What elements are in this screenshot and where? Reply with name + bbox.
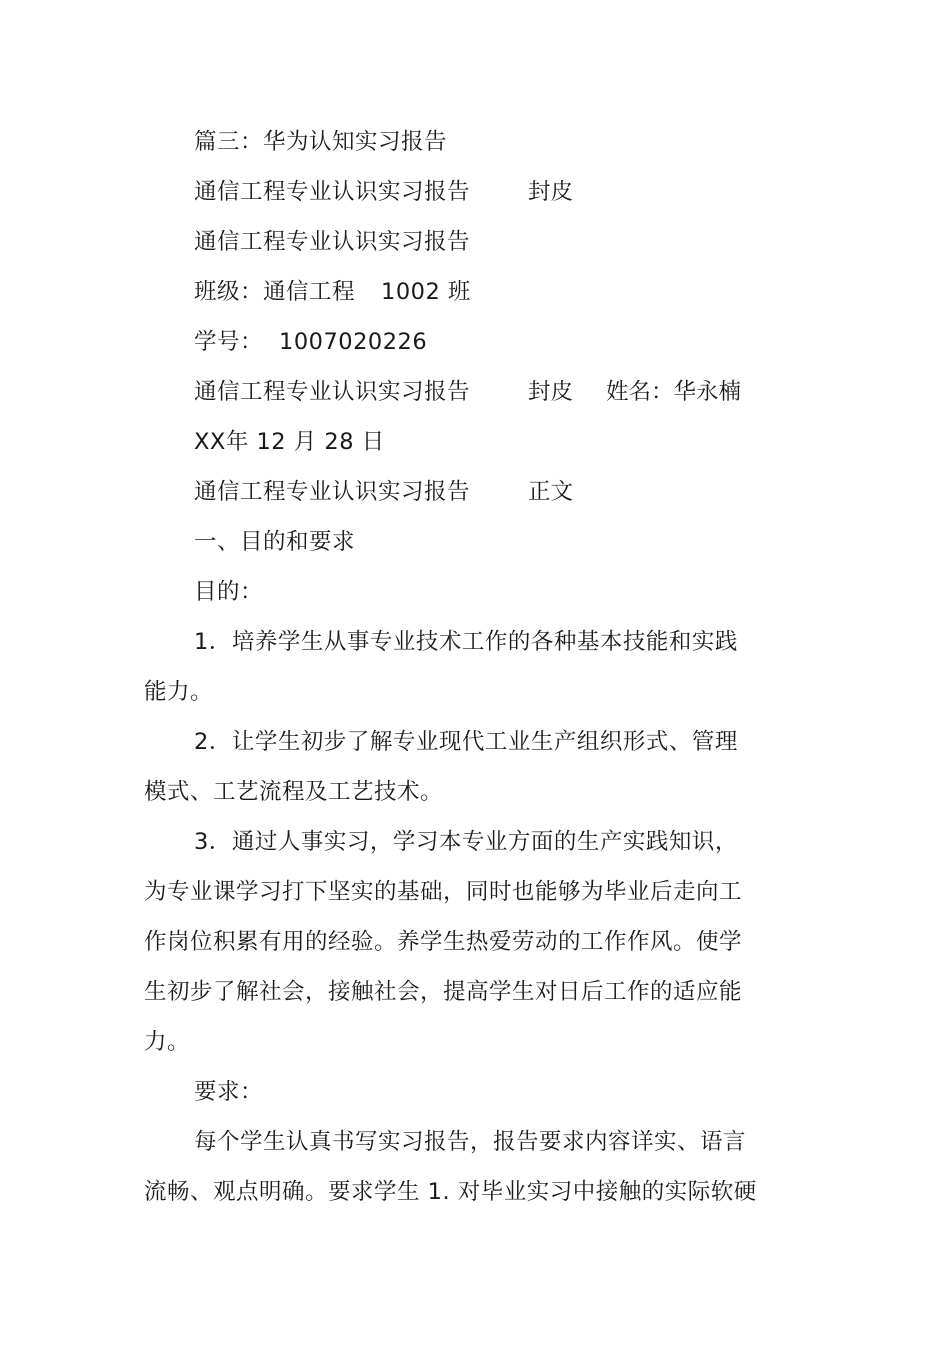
purpose-item-3-cont: 作岗位积累有用的经验。养学生热爱劳动的工作作风。使学: [144, 929, 743, 955]
purpose-item-2-cont: 模式、工艺流程及工艺技术。: [144, 779, 444, 805]
purpose-item-3-cont: 生初步了解社会，接触社会，提高学生对日后工作的适应能: [144, 979, 743, 1005]
purpose-item-1-cont: 能力。: [144, 679, 214, 705]
purpose-item-3-cont: 力。: [144, 1029, 191, 1055]
report-title: 通信工程专业认识实习报告: [194, 229, 471, 255]
body-title-line: 通信工程专业认识实习报告: [194, 479, 471, 505]
purpose-label: 目的：: [194, 579, 264, 605]
requirements-label: 要求：: [194, 1079, 264, 1105]
date-line: XX年 12 月 28 日: [194, 429, 385, 455]
cover-line: 通信工程专业认识实习报告: [194, 179, 471, 205]
requirements-text-cont: 流畅、观点明确。要求学生 1. 对毕业实习中接触的实际软硬: [144, 1179, 757, 1205]
class-label: 班级：通信工程: [194, 279, 356, 305]
purpose-item-3: 3．通过人事实习，学习本专业方面的生产实践知识，: [194, 829, 738, 855]
requirements-text: 每个学生认真书写实习报告，报告要求内容详实、语言: [194, 1129, 747, 1155]
class-line: [194, 278, 471, 306]
purpose-item-3-cont: 为专业课学习打下坚实的基础，同时也能够为毕业后走向工: [144, 879, 743, 905]
section-title: 一、目的和要求: [194, 529, 356, 555]
cover-label: 封皮: [528, 179, 574, 205]
student-id-line: [194, 328, 427, 356]
cover-label: 封皮: [528, 379, 574, 405]
class-number: 1002 班: [381, 279, 471, 305]
author-name: 姓名：华永楠: [606, 379, 742, 405]
student-id-value: 1007020226: [279, 329, 428, 355]
cover-line: 通信工程专业认识实习报告: [194, 379, 471, 405]
purpose-item-2: 2．让学生初步了解专业现代工业生产组织形式、管理: [194, 729, 738, 755]
purpose-item-1: 1．培养学生从事专业技术工作的各种基本技能和实践: [194, 629, 738, 655]
body-label: 正文: [528, 479, 574, 505]
student-id-label: 学号：: [194, 329, 264, 355]
section-heading: 篇三：华为认知实习报告: [194, 129, 448, 155]
